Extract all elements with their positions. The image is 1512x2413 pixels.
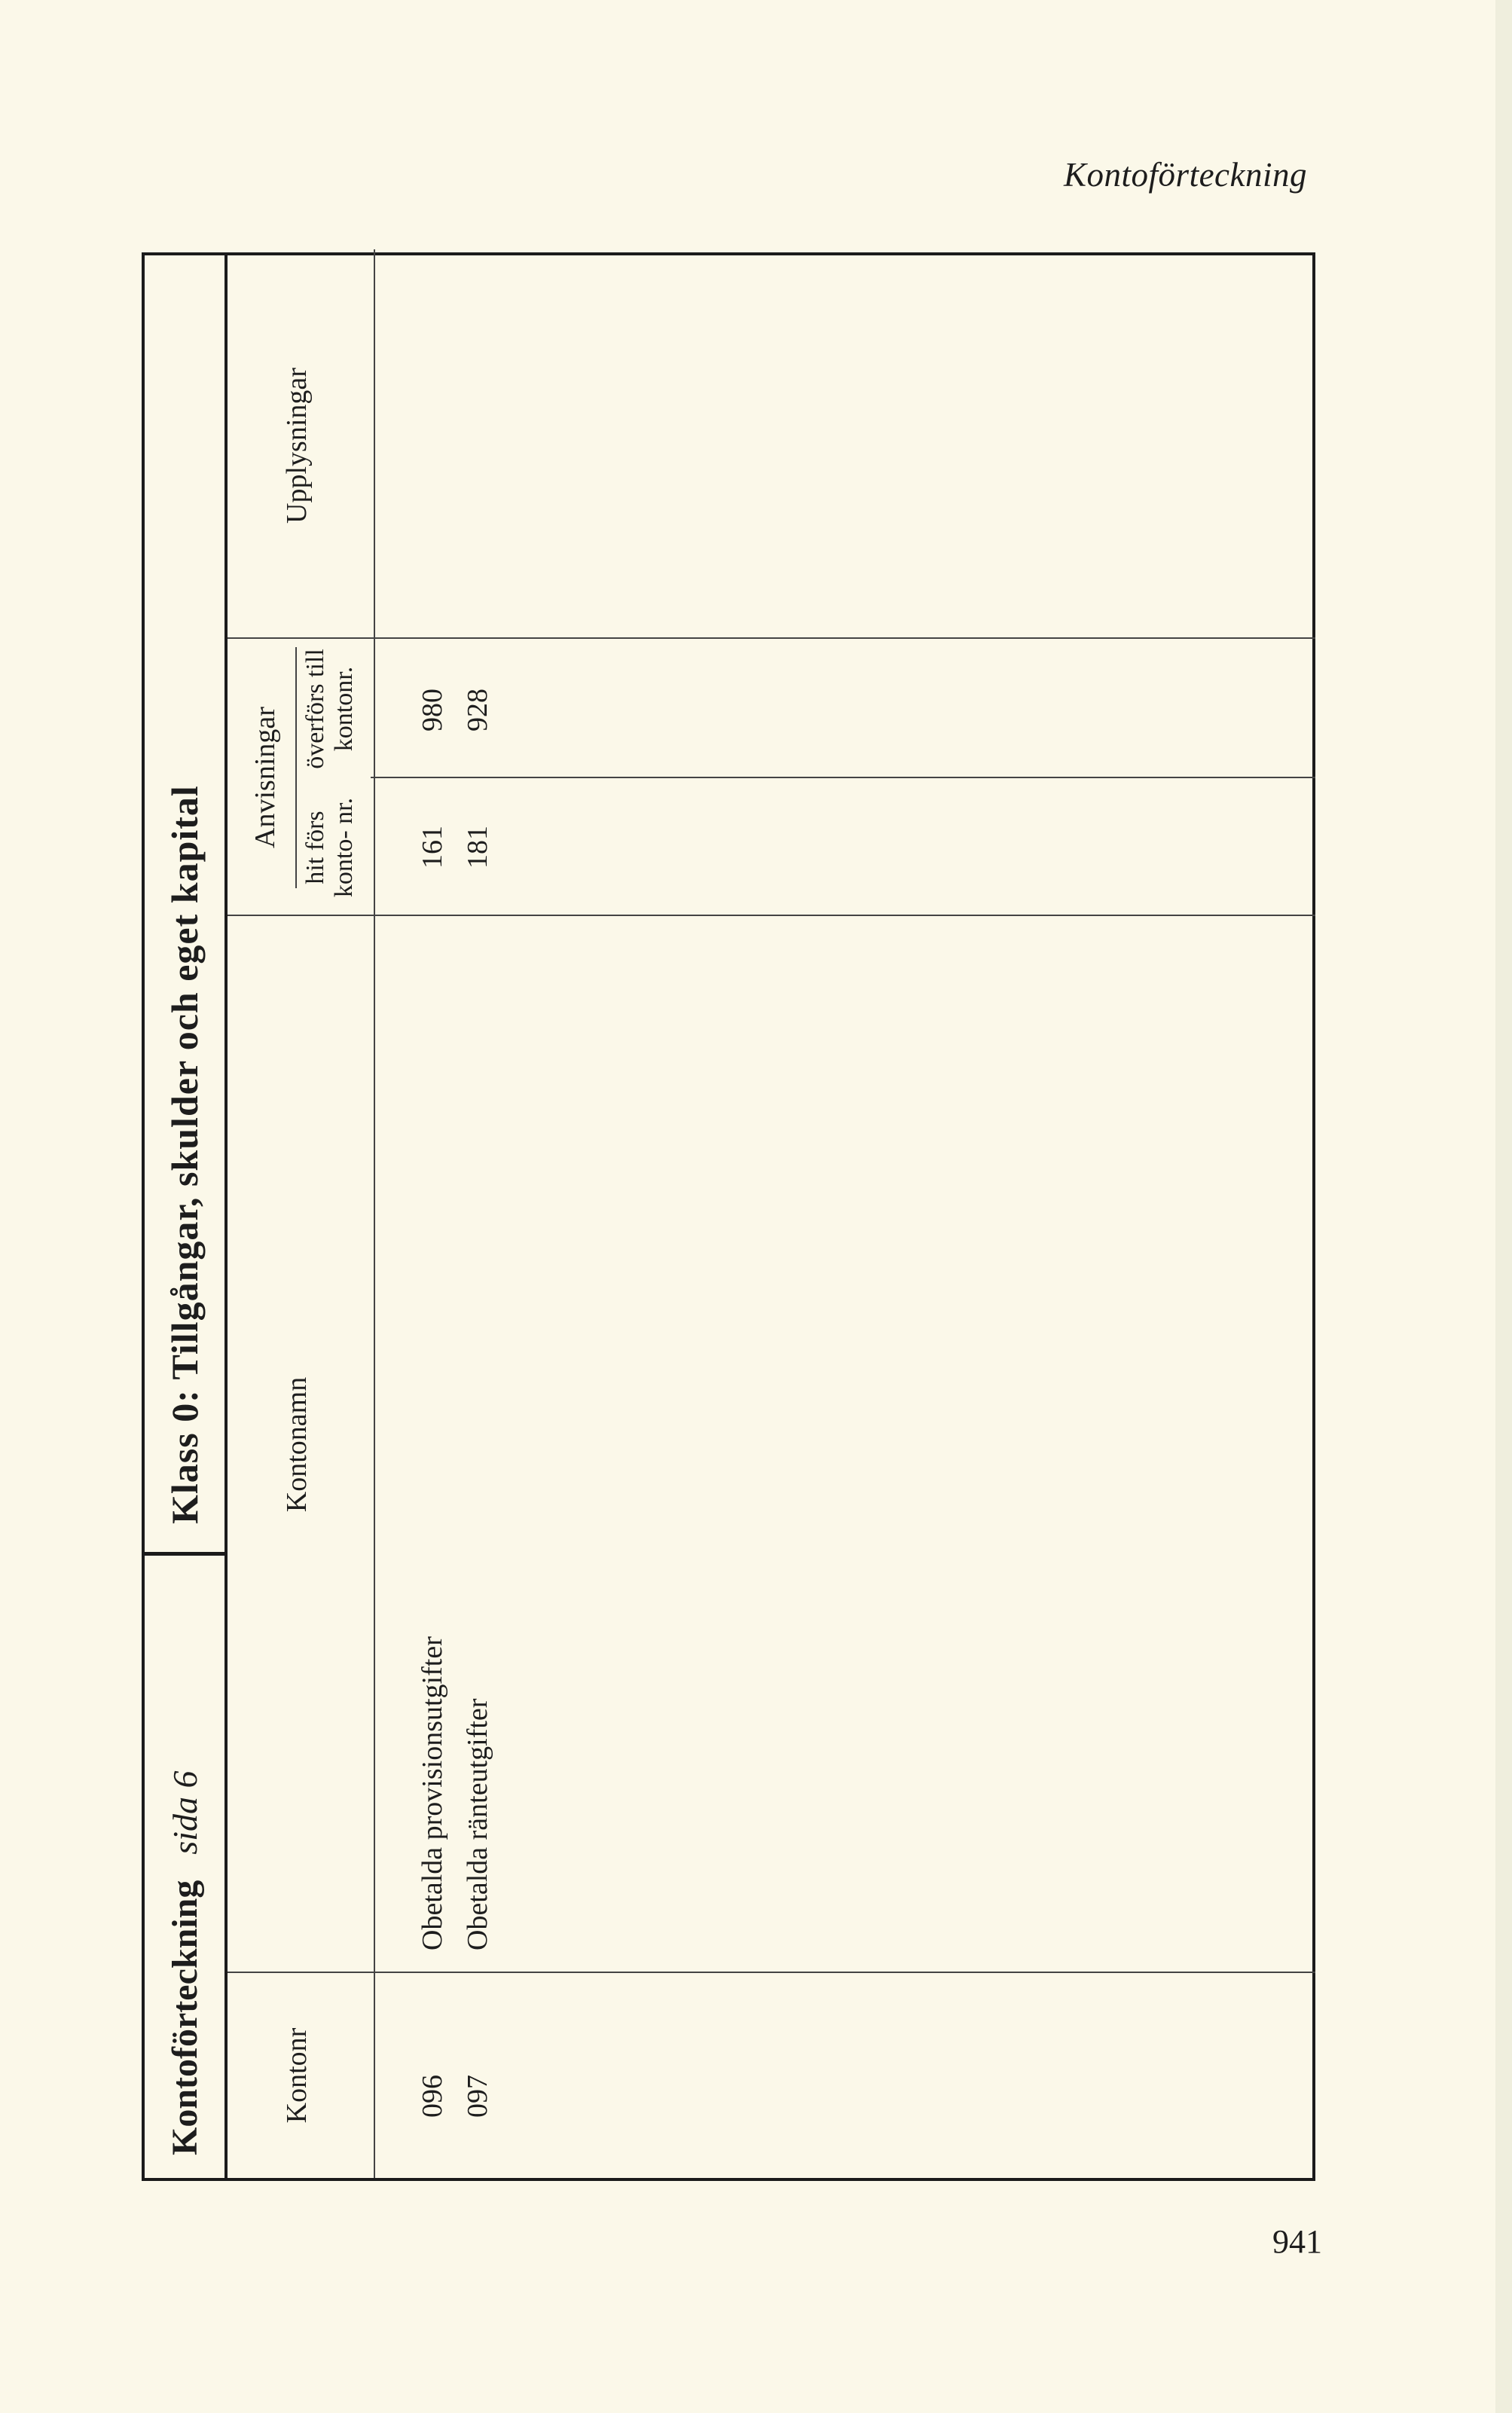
col-divider-3	[371, 777, 1315, 778]
col-divider-4	[228, 637, 1315, 639]
anvisningar-rule	[295, 647, 297, 888]
table-title: Kontoförteckning	[164, 1880, 205, 2155]
col-kontonr: Kontonr	[281, 2027, 313, 2124]
row-2-hit-fors: 181	[462, 826, 493, 869]
row-1-kontonamn: Obetalda provisionsutgifter	[417, 1636, 448, 1950]
table-title-left	[145, 1770, 225, 2155]
row-1-hit-fors: 161	[417, 826, 448, 869]
rotated-table-wrapper	[142, 252, 1315, 2181]
row-2-overfors: 928	[462, 689, 493, 732]
col-divider-1	[228, 1972, 1315, 1973]
row-1-overfors: 980	[417, 689, 448, 732]
table-page-label: sida 6	[165, 1770, 204, 1855]
col-divider-2	[228, 915, 1315, 916]
column-header-rule	[374, 249, 375, 2178]
title-divider	[145, 1552, 225, 1556]
col-upplysningar: Upplysningar	[281, 368, 313, 524]
col-hit-fors: hit förs konto- nr.	[301, 797, 358, 898]
page-edge	[1495, 0, 1512, 2413]
row-2-kontonr: 097	[462, 2075, 493, 2118]
account-table	[142, 252, 1315, 2181]
row-1-kontonr: 096	[417, 2075, 448, 2118]
page-number: 941	[1272, 2223, 1322, 2260]
col-overfors: överförs till kontonr.	[301, 649, 358, 769]
table-title-band	[145, 255, 228, 2178]
running-head: Kontoförteckning	[1064, 156, 1307, 194]
col-anvisningar: Anvisningar	[249, 707, 281, 848]
class-title: Klass 0: Tillgångar, skulder och eget kapital	[163, 785, 206, 1524]
row-2-kontonamn: Obetalda ränteutgifter	[462, 1698, 493, 1950]
col-kontonamn: Kontonamn	[281, 1376, 313, 1513]
